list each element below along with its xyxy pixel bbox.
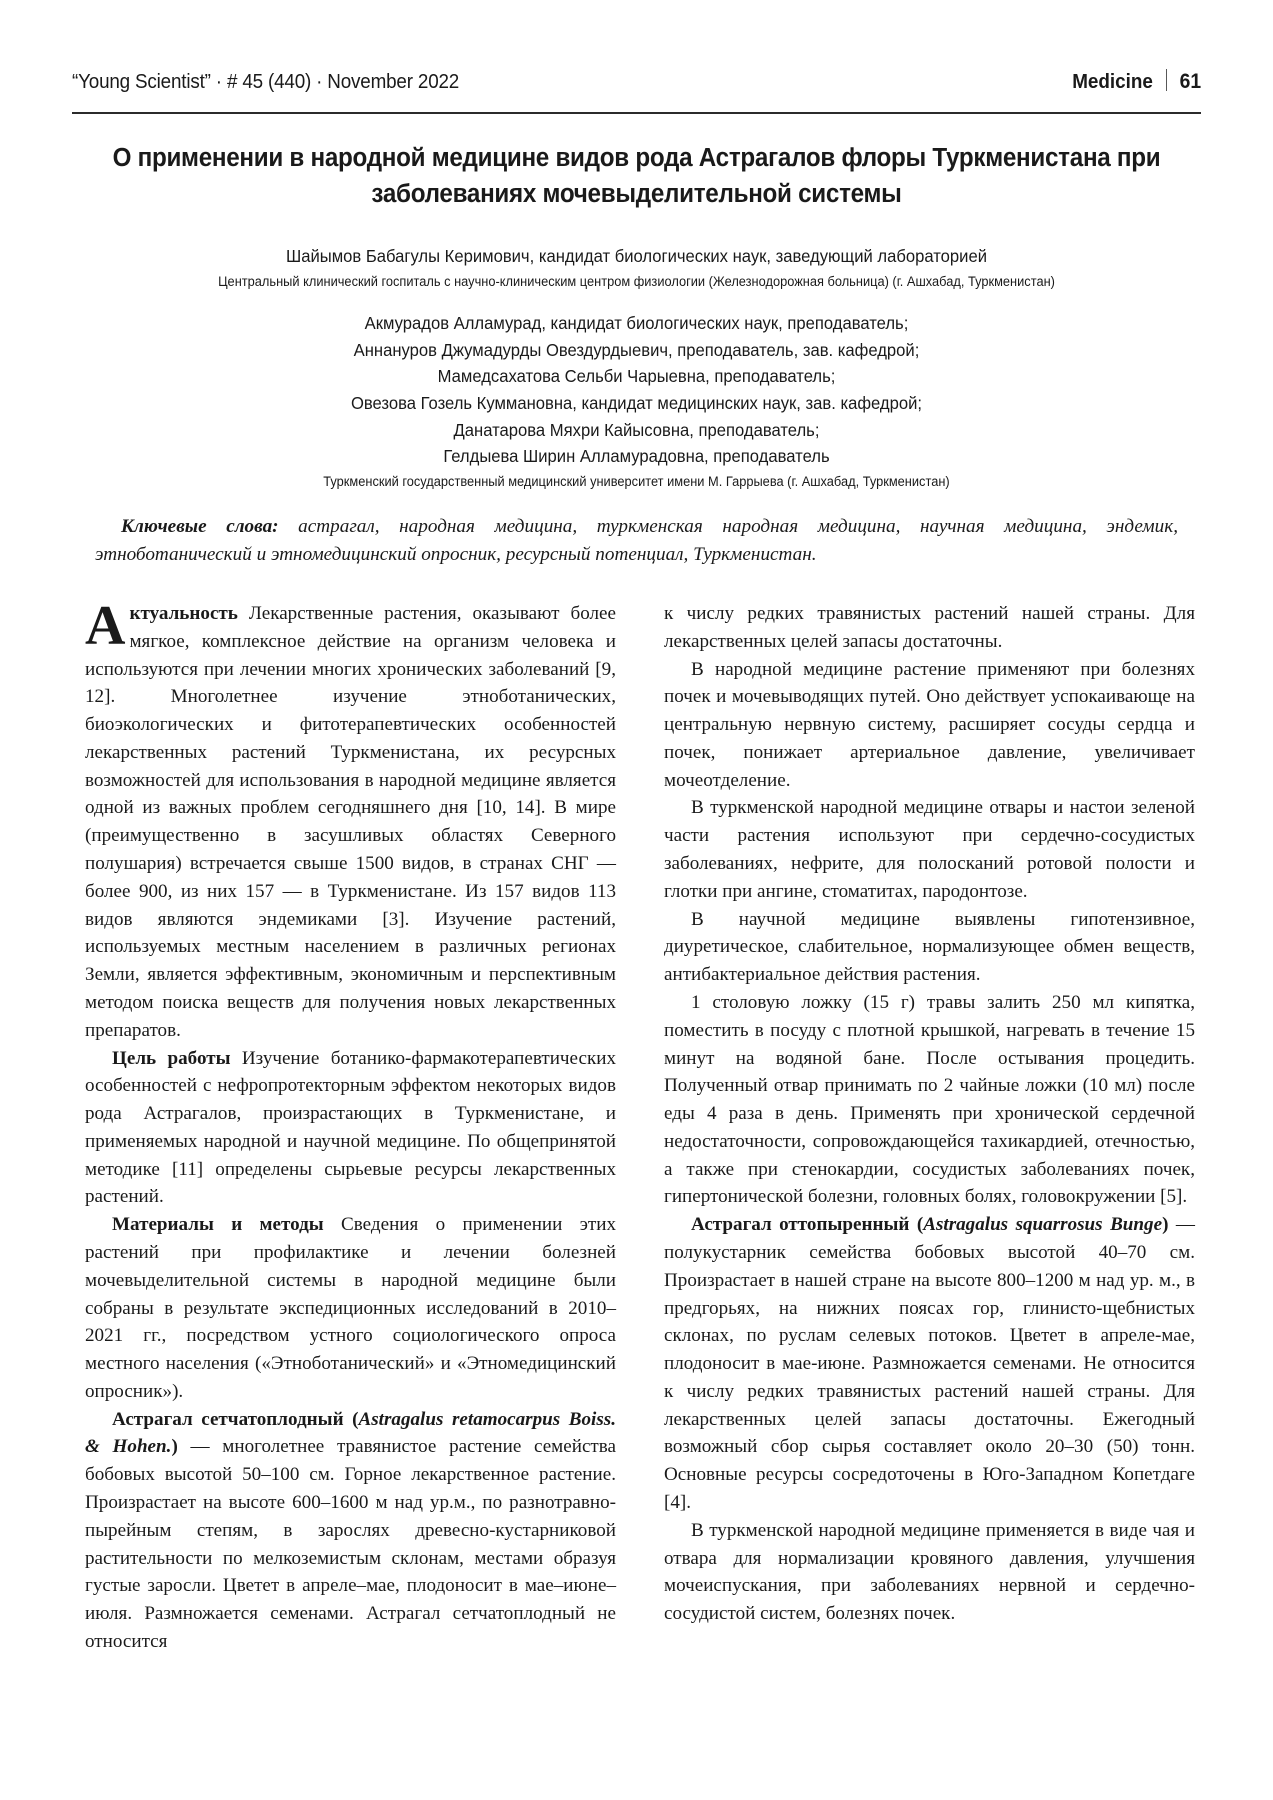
article-title: О применении в народной медицине видов рода Астрагалов флоры Туркменистана при заболеваниях мочевыделительной системы bbox=[112, 144, 1161, 209]
column-left bbox=[85, 595, 616, 1730]
author-item: Мамедсахатова Сельби Чарыевна, преподаватель; bbox=[437, 366, 836, 387]
keywords-block bbox=[95, 513, 1178, 569]
body-columns bbox=[85, 595, 1195, 1730]
running-head-section: Medicine bbox=[1072, 70, 1153, 93]
heading-inline-goal: Цель работы bbox=[112, 1047, 231, 1069]
paragraph-relevance bbox=[85, 595, 616, 1045]
paragraph-relevance-text: Лекарственные растения, оказывают более мягкое, комплексное действие на организм человека и используются при лечении многих хронических заболеваний [9, 12]. Многолетнее изучение этноботанических, биоэкологических и фитотерапевтических особенностей лекарственных растений Туркменистана, их ресурсных возможностей для использования в народной медицине является одной из важных проблем сегодняшнего дня [10, 14]. В мире (преимущественно в засушливых областях Северного полушария) встречается свыше 1500 видов, в странах СНГ — более 900, из них 157 — в Туркменистане. Из 157 видов 113 видов являются эндемиками [3]. Изучение растений, используемых местным населением в различных регионах Земли, является эффективным, экономичным и перспективным методом поиска веществ для получения новых лекарственных препаратов. bbox=[85, 603, 616, 1041]
paragraph-recipe bbox=[664, 989, 1195, 1211]
paragraph-continuation bbox=[664, 600, 1195, 656]
paragraph-scientific-medicine-text: В научной медицине выявлены гипотензивное, диуретическое, слабительное, нормализующее обмен веществ, антибактериальное действия растения. bbox=[664, 908, 1195, 986]
running-head-divider bbox=[1166, 69, 1167, 91]
species-name-latin: Astragalus retamocarpus Boiss. & Hohen. bbox=[85, 1408, 616, 1458]
title-block bbox=[72, 140, 1201, 212]
running-head bbox=[72, 66, 1201, 106]
heading-inline-relevance: ктуальность bbox=[129, 603, 238, 624]
column-right bbox=[664, 600, 1195, 1730]
authors-secondary-group bbox=[72, 310, 1201, 492]
paragraph-turkmen-folk bbox=[664, 794, 1195, 905]
page-number: 61 bbox=[1179, 70, 1201, 93]
paragraph-turkmen-usage bbox=[664, 1517, 1195, 1628]
paragraph-methods bbox=[85, 1211, 616, 1405]
paragraph-species-squarrosus-text: — полукустарник семейства бобовых высотой 40–70 см. Произрастает в нашей стране на высоте 800–1200 м над ур. м., в предгорьях, на нижних поясах гор, глинисто-щебнистых склонах, по руслам селевых потоков. Цветет в апреле-мае, плодоносит в мае-июне. Размножается семенами. Не относится к числу редких травянистых растений нашей страны. Для лекарственных целей запасы достаточны. Ежегодный возможный сбор сырья составляет около 20–30 (50) тонн. Основные ресурсы сосредоточены в Юго-Западном Копетдаге [4]. bbox=[664, 1214, 1195, 1513]
running-head-right bbox=[1072, 66, 1201, 94]
author-item: Акмурадов Алламурад, кандидат биологических наук, преподаватель; bbox=[364, 313, 909, 334]
paragraph-folk-medicine bbox=[664, 656, 1195, 795]
species-paren-close: ) bbox=[171, 1436, 178, 1458]
affiliation-primary: Центральный клинический госпиталь с научно-клиническим центром физиологии (Железнодорожная больница) (г. Ашхабад, Туркменистан) bbox=[218, 273, 1055, 289]
running-head-journal: “Young Scientist” · # 45 (440) · November 2022 bbox=[72, 70, 460, 93]
header-rule bbox=[72, 112, 1201, 114]
author-item: Аннануров Джумадурды Овездурдыевич, преподаватель, зав. кафедрой; bbox=[353, 339, 920, 360]
drop-cap: А bbox=[85, 595, 126, 657]
species-name-ru: Астрагал оттопыренный ( bbox=[691, 1214, 924, 1236]
affiliation-secondary: Туркменский государственный медицинский университет имени М. Гаррыева (г. Ашхабад, Туркменистан) bbox=[323, 473, 950, 489]
author-item: Данатарова Мяхри Кайысовна, преподаватель; bbox=[453, 419, 820, 440]
heading-inline-methods: Материалы и методы bbox=[112, 1214, 324, 1236]
author-primary: Шайымов Бабагулы Керимович, кандидат биологических наук, заведующий лабораторией bbox=[286, 246, 987, 266]
author-item: Овезова Гозель Куммановна, кандидат медицинских наук, зав. кафедрой; bbox=[350, 392, 923, 413]
keywords-label: Ключевые слова: bbox=[121, 516, 279, 537]
paragraph-recipe-text: 1 столовую ложку (15 г) травы залить 250 мл кипятка, поместить в посуду с плотной крышкой, нагревать в течение 15 минут на водяной бане. После остывания процедить. Полученный отвар принимать по 2 чайные ложки (10 мл) после еды 4 раза в день. Применять при хронической сердечной недостаточности, сопровождающейся тахикардией, отечностью, а также при стенокардии, сосудистых заболеваниях почек, гипертонической болезни, головных болях, головокружении [5]. bbox=[664, 991, 1195, 1208]
paragraph-turkmen-usage-text: В туркменской народной медицине применяется в виде чая и отвара для нормализации кровяного давления, улучшения мочеиспускания, при заболеваниях нервной и сердечно-сосудистой систем, болезнях почек. bbox=[664, 1519, 1195, 1625]
paragraph-goal bbox=[85, 1045, 616, 1212]
author-item: Гелдыева Ширин Алламурадовна, преподаватель bbox=[443, 446, 830, 467]
paragraph-scientific-medicine bbox=[664, 906, 1195, 989]
paragraph-goal-text: Изучение ботанико-фармакотерапевтических особенностей с нефропротекторным эффектом некоторых видов рода Астрагалов, произрастающих в Туркменистане, и применяемых народной и научной медицине. По общепринятой методике [11] определены сырьевые ресурсы лекарственных растений. bbox=[85, 1047, 616, 1208]
species-paren-close: ) bbox=[1162, 1214, 1169, 1236]
authors-block bbox=[72, 243, 1201, 492]
paragraph-turkmen-folk-text: В туркменской народной медицине отвары и настои зеленой части растения используют при сердечно-сосудистых заболеваниях, нефрите, для полосканий ротовой полости и глотки при ангине, стоматитах, пародонтозе. bbox=[664, 797, 1195, 902]
species-name-ru: Астрагал сетчатоплодный ( bbox=[112, 1408, 359, 1430]
paragraph-folk-medicine-text: В народной медицине растение применяют при болезнях почек и мочевыводящих путей. Оно действует успокаивающе на центральную нервную систему, расширяет сосуды сердца и почек, понижает артериальное давление, увеличивает мочеотделение. bbox=[664, 658, 1195, 791]
species-name-latin: Astragalus squarrosus Bunge bbox=[923, 1214, 1163, 1236]
paragraph-species-squarrosus bbox=[664, 1211, 1195, 1517]
paragraph-methods-text: Сведения о применении этих растений при профилактике и лечении болезней мочевыделительной системы в народной медицине были собраны в результате экспедиционных исследований в 2010–2021 гг., посредством устного социологического опроса местного населения («Этноботанический» и «Этномедицинский опросник»). bbox=[85, 1214, 616, 1402]
paragraph-species-retamocarpus bbox=[85, 1406, 616, 1656]
keywords-text: астрагал, народная медицина, туркменская народная медицина, научная медицина, эндемик, этноботанический и этномедицинский опросник, ресурсный потенциал, Туркменистан. bbox=[95, 516, 1178, 566]
paragraph-continuation-text: к числу редких травянистых растений нашей страны. Для лекарственных целей запасы достаточны. bbox=[664, 603, 1195, 652]
paragraph-species-retamocarpus-text: — многолетнее травянистое растение семейства бобовых высотой 50–100 см. Горное лекарственное растение. Произрастает на высоте 600–1600 м над ур.м., по разнотравно-пырейным степям, в зарослях древесно-кустарниковой растительности по мелкоземистым склонам, местами образуя густые заросли. Цветет в апреле–мае, плодоносит в мае–июне–июля. Размножается семенами. Астрагал сетчатоплодный не относится bbox=[85, 1436, 616, 1652]
